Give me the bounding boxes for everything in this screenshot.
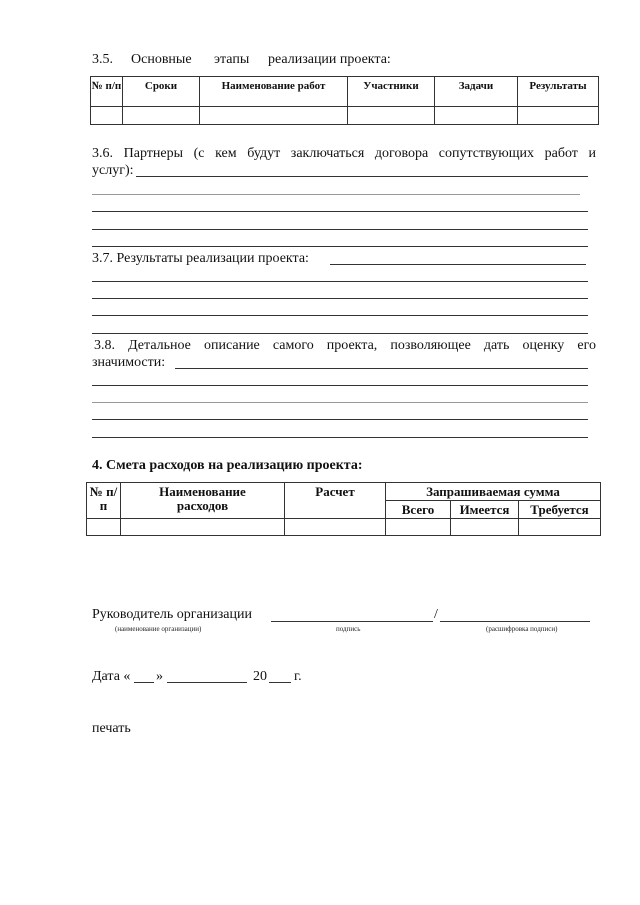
- description-fill-line[interactable]: [92, 419, 588, 420]
- partners-fill-line[interactable]: [92, 194, 580, 195]
- budget-cell[interactable]: [451, 519, 519, 536]
- signature-label: Руководитель организации: [92, 607, 252, 622]
- section-3-5-word-realizatsii: реализации проекта:: [268, 52, 391, 67]
- signature-caption-decode: (расшифровка подписи): [486, 625, 558, 633]
- stages-table: [90, 76, 599, 125]
- section-3-5-number: 3.5.: [92, 52, 113, 67]
- budget-header-requested: Запрашиваемая сумма: [386, 483, 601, 501]
- description-fill-line[interactable]: [92, 437, 588, 438]
- signature-slash: /: [434, 607, 438, 622]
- date-mid: »: [156, 669, 163, 684]
- stamp-label: печать: [92, 721, 131, 736]
- partners-fill-line[interactable]: [92, 211, 588, 212]
- stages-cell[interactable]: [348, 107, 435, 125]
- budget-empty-row: [87, 519, 601, 536]
- section-3-6-line2: услуг):: [92, 163, 134, 178]
- budget-cell[interactable]: [519, 519, 601, 536]
- stages-cell[interactable]: [518, 107, 599, 125]
- stages-cell[interactable]: [200, 107, 348, 125]
- stages-header-number: № п/п: [91, 77, 123, 107]
- stages-cell[interactable]: [91, 107, 123, 125]
- section-3-8-line1: 3.8. Детальное описание самого проекта, позволяющее дать оценку его: [94, 338, 596, 353]
- section-3-5-word-osnovnye: Основные: [131, 52, 192, 67]
- budget-header-calc: Расчет: [285, 483, 386, 519]
- partners-fill-line[interactable]: [92, 229, 588, 230]
- date-year-suffix: г.: [294, 669, 302, 684]
- results-fill-line[interactable]: [92, 315, 588, 316]
- section-4-heading: 4. Смета расходов на реализацию проекта:: [92, 458, 363, 473]
- signature-decode-line[interactable]: [440, 621, 590, 622]
- budget-header-need: Требуется: [519, 501, 601, 519]
- budget-header-name: Наименование расходов: [121, 483, 285, 519]
- budget-header-total: Всего: [386, 501, 451, 519]
- section-3-8-line2: значимости:: [92, 355, 166, 370]
- section-3-6-line1: 3.6. Партнеры (с кем будут заключаться договора сопутствующих работ и: [92, 146, 596, 161]
- results-fill-line[interactable]: [92, 298, 588, 299]
- signature-caption-org: (наименование организации): [115, 625, 202, 633]
- stages-cell[interactable]: [123, 107, 200, 125]
- budget-cell[interactable]: [285, 519, 386, 536]
- partners-fill-line[interactable]: [92, 246, 588, 247]
- description-fill-line[interactable]: [175, 368, 588, 369]
- results-fill-line[interactable]: [92, 333, 588, 334]
- date-year-line[interactable]: [269, 682, 291, 683]
- stages-header-tasks: Задачи: [435, 77, 518, 107]
- stages-header-results: Результаты: [518, 77, 599, 107]
- budget-cell[interactable]: [386, 519, 451, 536]
- date-prefix: Дата «: [92, 669, 131, 684]
- description-fill-line[interactable]: [92, 402, 588, 403]
- budget-cell[interactable]: [121, 519, 285, 536]
- date-year-prefix: 20: [253, 669, 267, 684]
- date-day-line[interactable]: [134, 682, 154, 683]
- description-fill-line[interactable]: [92, 385, 588, 386]
- section-3-5-word-etapy: этапы: [214, 52, 250, 67]
- results-fill-line[interactable]: [92, 281, 588, 282]
- stages-cell[interactable]: [435, 107, 518, 125]
- signature-caption-sign: подпись: [336, 625, 361, 633]
- section-3-7-label: 3.7. Результаты реализации проекта:: [92, 251, 309, 266]
- stages-header-dates: Сроки: [123, 77, 200, 107]
- stages-header-work: Наименование работ: [200, 77, 348, 107]
- partners-fill-line[interactable]: [136, 176, 588, 177]
- budget-header-have: Имеется: [451, 501, 519, 519]
- date-month-line[interactable]: [167, 682, 247, 683]
- results-fill-line[interactable]: [330, 264, 586, 265]
- budget-header-number: № п/п: [87, 483, 121, 519]
- budget-table: [86, 482, 601, 536]
- stages-header-participants: Участники: [348, 77, 435, 107]
- budget-cell[interactable]: [87, 519, 121, 536]
- stages-empty-row: [91, 107, 599, 125]
- signature-line[interactable]: [271, 621, 433, 622]
